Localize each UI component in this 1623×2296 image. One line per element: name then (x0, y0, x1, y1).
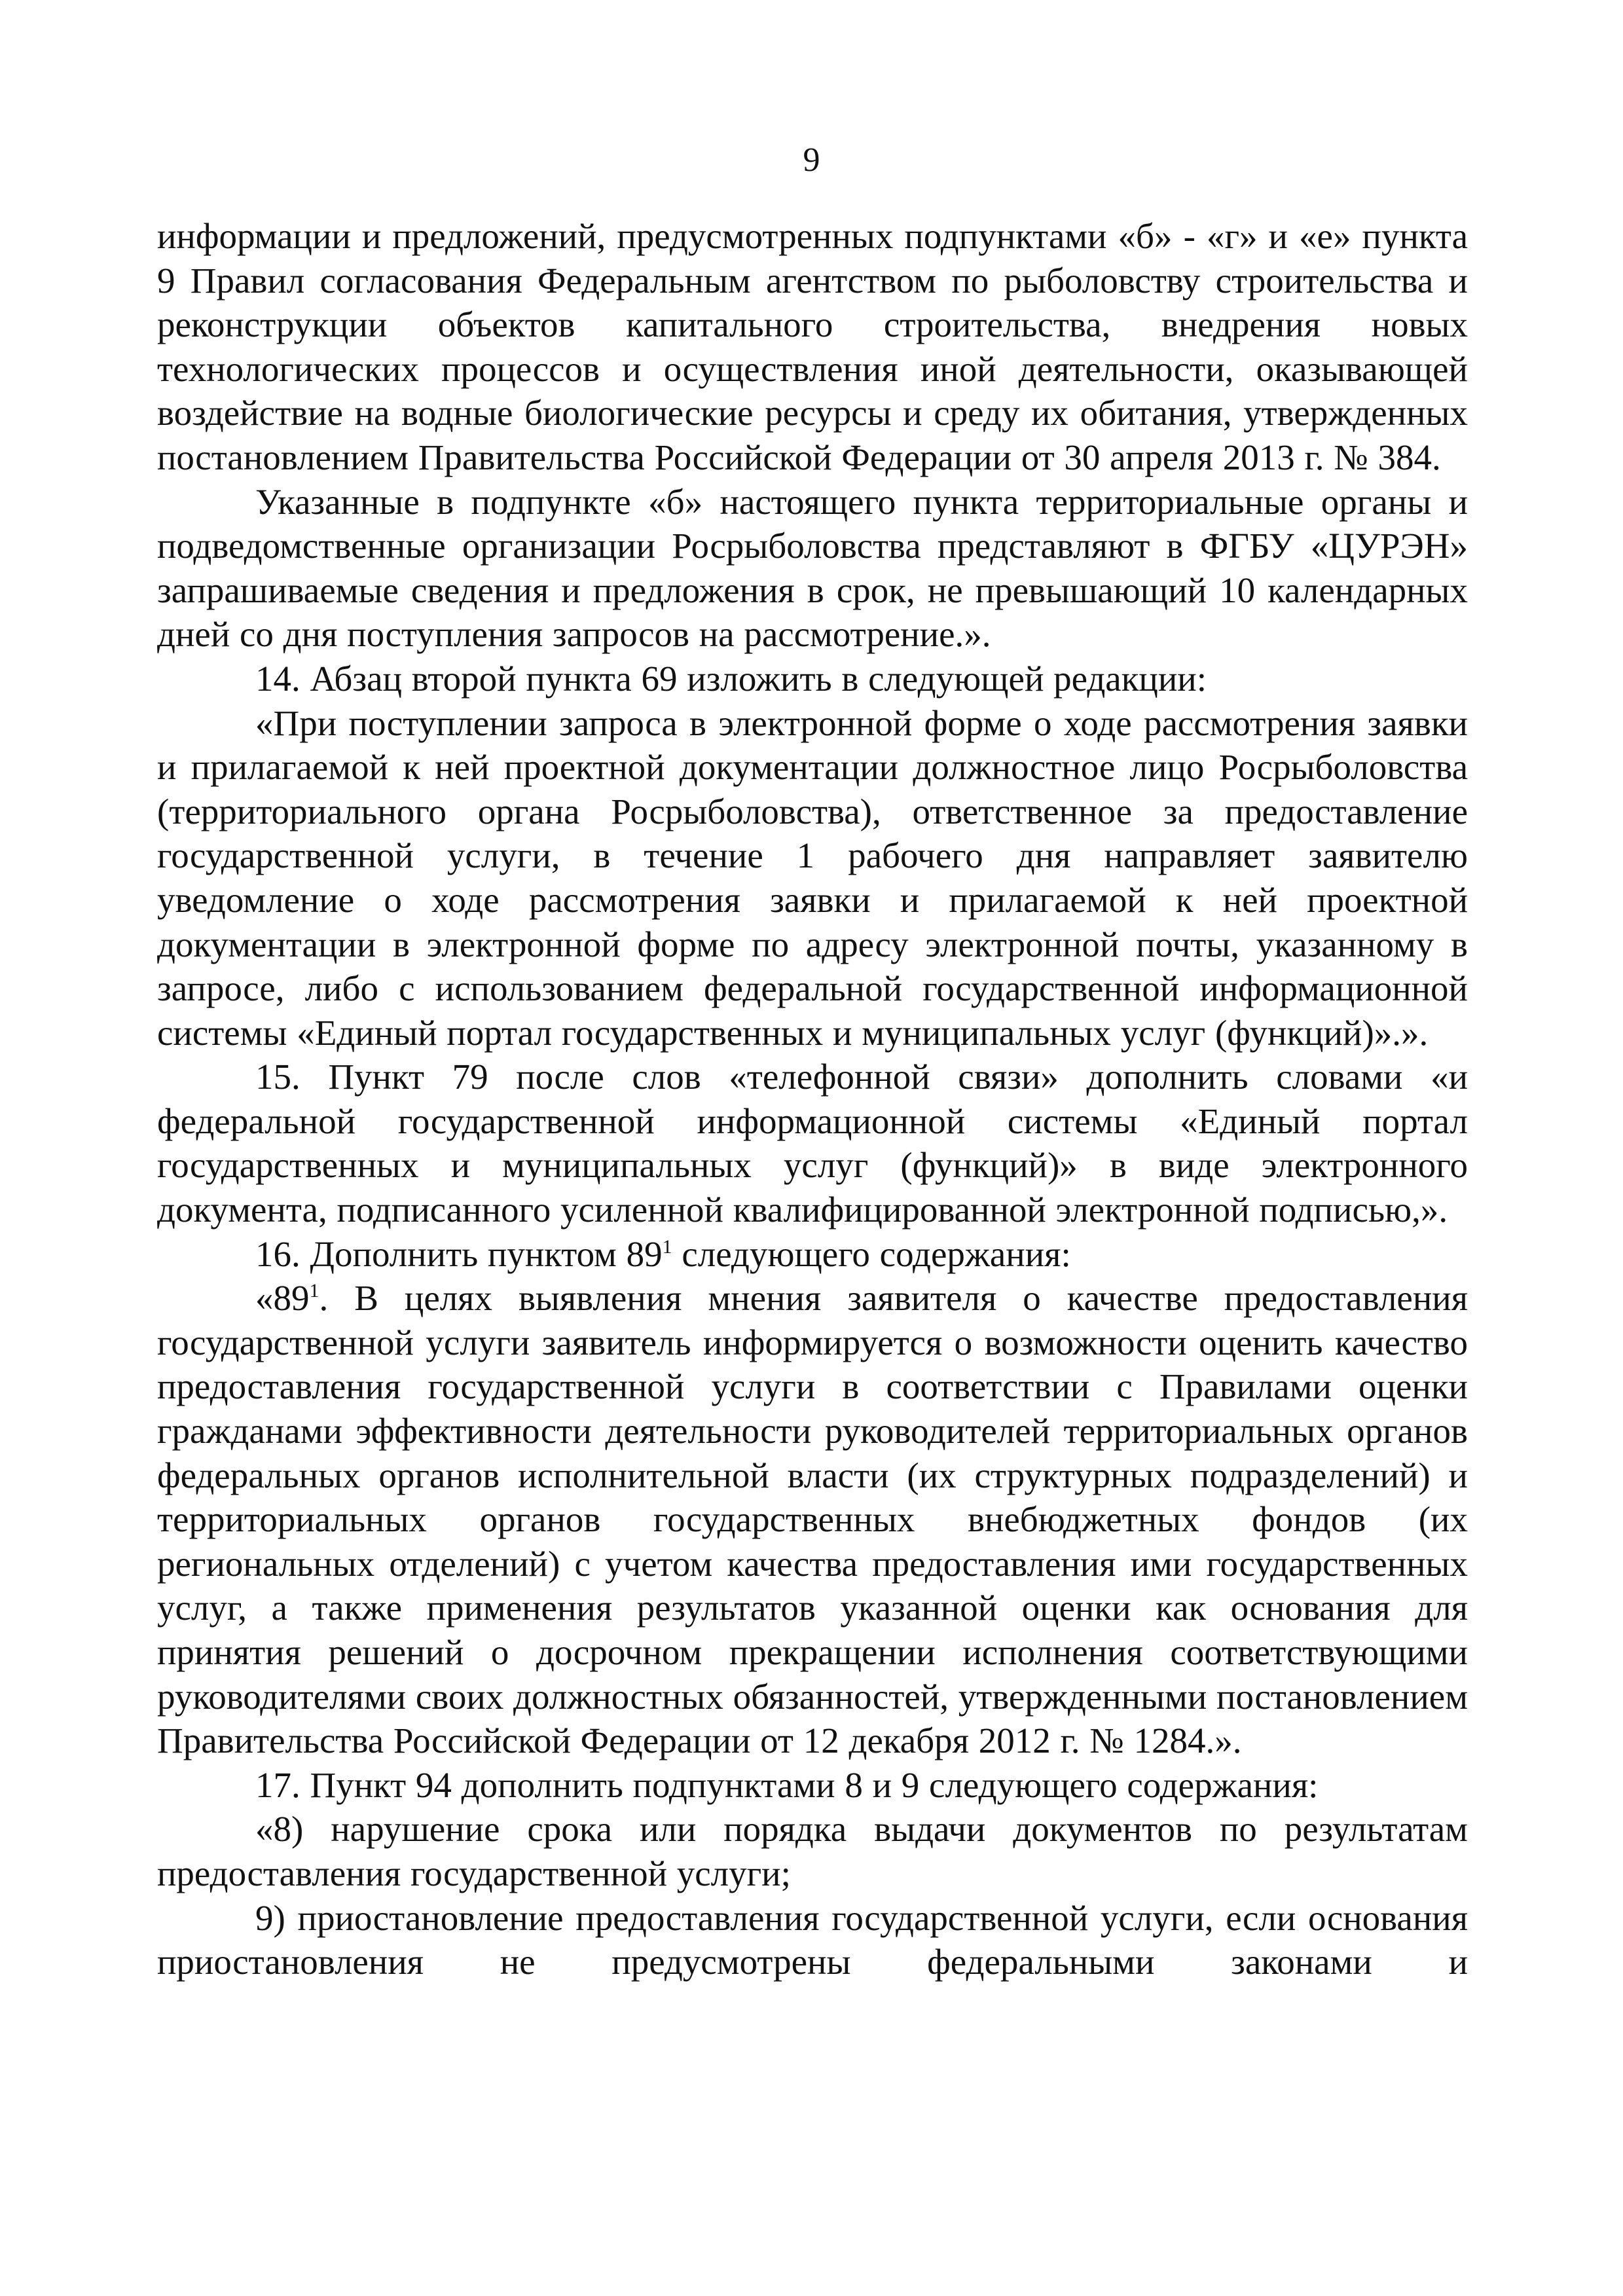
paragraph-item-17: 17. Пункт 94 дополнить подпунктами 8 и 9 следующего содержания: (255, 1764, 1319, 1805)
paragraph-item-15: 15. Пункт 79 после слов «телефонной связи» дополнить словами «и федеральной государственной информационной системы «Единый портал государственных и муниципальных услуг (функций)» в виде электронного документа, подписанного усиленной квалифицированной электронной подписью,». (157, 1057, 1468, 1230)
paragraph-subitem-9: 9) приостановление предоставления государственной услуги, если основания приостановления не предусмотрены федеральными законами и (157, 1897, 1468, 1982)
paragraph-continuation: информации и предложений, предусмотренных подпунктами «б» - «г» и «е» пункта 9 Правил согласования Федеральным агентством по рыболовству строительства и реконструкции объектов капитального строительства, внедрения новых технологических процессов и осуществления иной деятельности, оказывающей воздействие на водные биологические ресурсы и среду их обитания, утвержденных постановлением Правительства Российской Федерации от 30 апреля 2013 г. № 384. (157, 216, 1468, 477)
paragraph-subitem-8: «8) нарушение срока или порядка выдачи документов по результатам предоставления государственной услуги; (157, 1809, 1468, 1893)
item-16-superscript: 1 (662, 1235, 672, 1258)
item-89-superscript: 1 (309, 1280, 319, 1302)
paragraph-item-14: 14. Абзац второй пункта 69 изложить в следующей редакции: (255, 658, 1207, 699)
item-89-text-end: . В целях выявления мнения заявителя о качестве предоставления государственной услуги заявитель информируется о возможности оценить качество предоставления государственной услуги в соответствии с Правилами оценки гражданами эффективности деятельности руководителей территориальных органов федеральных органов исполнительной власти (их структурных подразделений) и территориальных органов государственных внебюджетных фондов (их региональных отделений) с учетом качества предоставления ими государственных услуг, а также применения результатов указанной оценки как основания для принятия решений о досрочном прекращении исполнения соответствующими руководителями своих должностных обязанностей, утвержденными постановлением Правительства Российской Федерации от 12 декабря 2012 г. № 1284.». (157, 1278, 1468, 1761)
paragraph-item-16 (157, 1232, 1468, 1277)
paragraph-subitem-b: Указанные в подпункте «б» настоящего пункта территориальные органы и подведомственные организации Росрыболовства представляют в ФГБУ «ЦУРЭН» запрашиваемые сведения и предложения в срок, не превышающий 10 календарных дней со дня поступления запросов на рассмотрение.». (157, 481, 1468, 655)
page-number: 9 (803, 141, 820, 179)
document-body (157, 214, 1468, 1984)
paragraph-item-89-1 (157, 1276, 1468, 1763)
paragraph-item-14-quote: «При поступлении запроса в электронной форме о ходе рассмотрения заявки и прилагаемой к ней проектной документации должностное лицо Росрыболовства (территориального органа Росрыболовства), ответственное за предоставление государственной услуги, в течение 1 рабочего дня направляет заявителю уведомление о ходе рассмотрения заявки и прилагаемой к ней проектной документации в электронной форме по адресу электронной почты, указанному в запросе, либо с использованием федеральной государственной информационной системы «Единый портал государственных и муниципальных услуг (функций)».». (157, 702, 1468, 1053)
item-16-text: 16. Дополнить пунктом 89 (255, 1233, 663, 1274)
item-16-text-end: следующего содержания: (672, 1233, 1071, 1274)
item-89-text: «89 (255, 1278, 310, 1319)
